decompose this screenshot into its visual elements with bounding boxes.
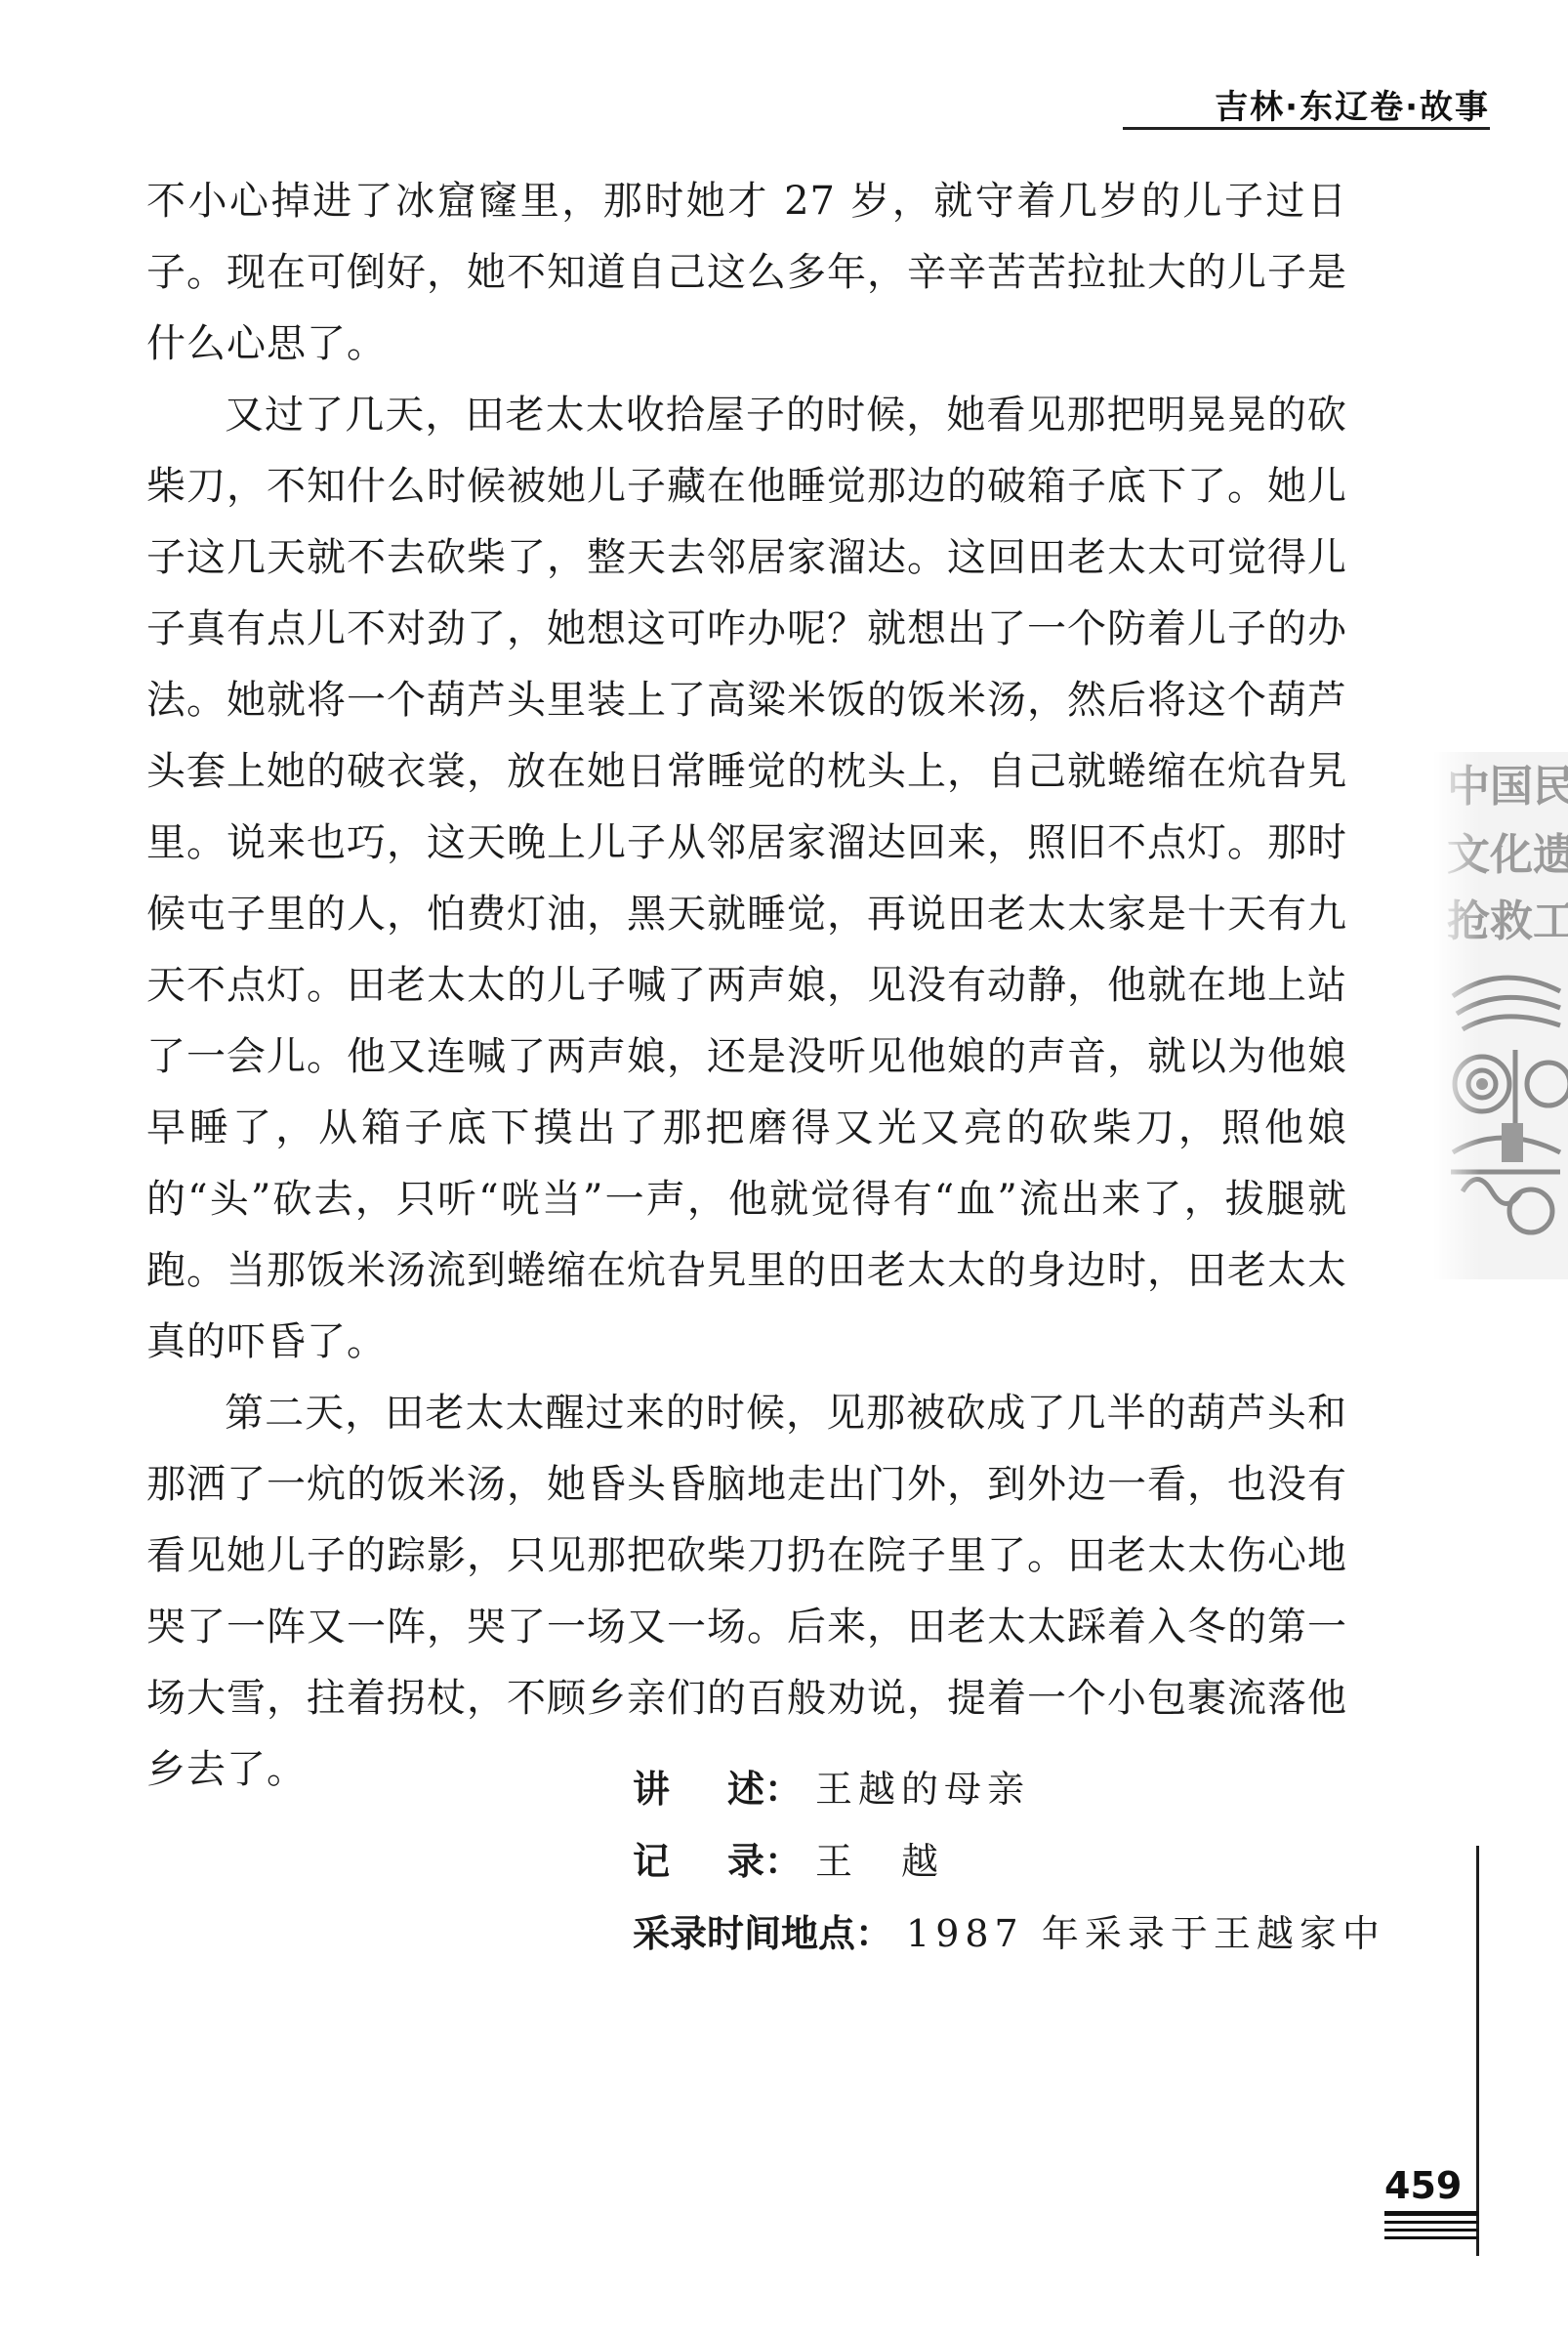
- colon: ：: [764, 1768, 803, 1811]
- paragraph-3: 第二天，田老太太醒过来的时候，见那被砍成了几半的葫芦头和那洒了一炕的饭米汤，她昏头昏脑地走出门外，到外边一看，也没有看见她儿子的踪影，只见那把砍柴刀扔在院子里了。田老太太伤心地哭了一阵又一阵，哭了一场又一场。后来，田老太太踩着入冬的第一场大雪，拄着拐杖，不顾乡亲们的百般劝说，提着一个小包裹流落他乡去了。: [146, 1391, 1347, 1792]
- narrator-label-char-2: 述: [726, 1768, 764, 1811]
- recorder-label: [633, 1825, 764, 1898]
- time-place-value: 1987 年采录于王越家中: [906, 1912, 1385, 1955]
- margin-vertical-rule: [1476, 1846, 1479, 2256]
- running-header: 吉林·东辽卷·故事: [1215, 88, 1490, 127]
- credit-recorder: [633, 1825, 1375, 1898]
- narrator-value: 王越的母亲: [815, 1768, 1031, 1811]
- credits-block: [633, 1753, 1385, 1970]
- page-number-rule-1: [1384, 2211, 1478, 2216]
- credit-time-place: [633, 1898, 1385, 1970]
- page-number-rule-3: [1384, 2229, 1478, 2232]
- page-number-rule-2: [1384, 2221, 1478, 2224]
- recorder-label-char-1: 记: [633, 1840, 671, 1883]
- series-side-tab: [1433, 752, 1568, 1279]
- time-place-label: 采录时间地点: [633, 1912, 856, 1955]
- narrator-label-char-1: 讲: [633, 1768, 671, 1811]
- recorder-label-char-2: 录: [726, 1840, 764, 1883]
- recorder-value: 王 越: [815, 1840, 945, 1883]
- colon: ：: [855, 1912, 893, 1955]
- paragraph-2: 又过了几天，田老太太收拾屋子的时候，她看见那把明晃晃的砍柴刀，不知什么时候被她儿子藏在他睡觉那边的破箱子底下了。她儿子这几天就不去砍柴了，整天去邻居家溜达。这回田老太太可觉得儿子真有点儿不对劲了，她想这可咋办呢？就想出了一个防着儿子的办法。她就将一个葫芦头里装上了高粱米饭的饭米汤，然后将这个葫芦头套上她的破衣裳，放在她日常睡觉的枕头上，自己就蜷缩在炕旮旯里。说来也巧，这天晚上儿子从邻居家溜达回来，照旧不点灯。那时候屯子里的人，怕费灯油，黑天就睡觉，再说田老太太家是十天有九天不点灯。田老太太的儿子喊了两声娘，见没有动静，他就在地上站了一会儿。他又连喊了两声娘，还是没听见他娘的声音，就以为他娘早睡了，从箱子底下摸出了那把磨得又光又亮的砍柴刀，照他娘的“头”砍去，只听“咣当”一声，他就觉得有“血”流出来了，拔腿就跑。当那饭米汤流到蜷缩在炕旮旯里的田老太太的身边时，田老太太真的吓昏了。: [146, 393, 1347, 1364]
- mask-pattern-icon: [1433, 752, 1568, 1279]
- story-body: [146, 166, 1347, 1806]
- paragraph-1: 不小心掉进了冰窟窿里，那时她才 27 岁，就守着几岁的儿子过日子。现在可倒好，她不知道自己这么多年，辛辛苦苦拉扯大的儿子是什么心思了。: [146, 179, 1347, 366]
- credit-narrator: [633, 1753, 1375, 1825]
- page-number-rule-4: [1384, 2236, 1478, 2239]
- colon: ：: [764, 1840, 803, 1883]
- narrator-label: [633, 1753, 764, 1825]
- header-rule: [1123, 127, 1490, 130]
- page-number: 459: [1384, 2164, 1463, 2207]
